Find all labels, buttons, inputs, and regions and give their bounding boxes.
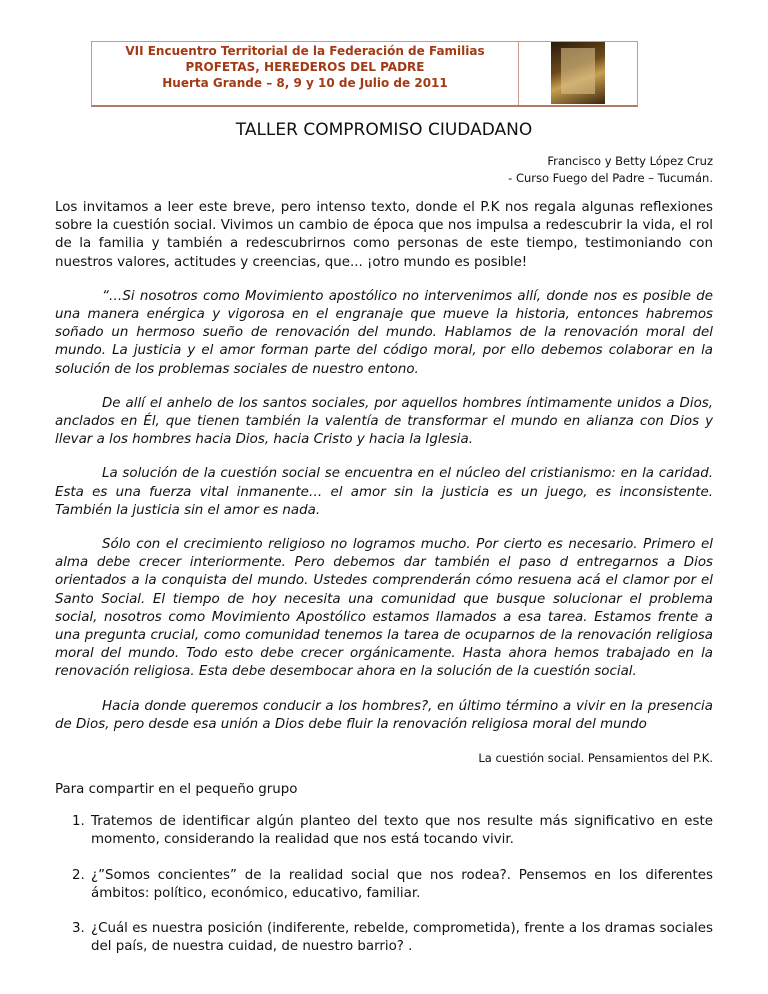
- question-list: [55, 813, 713, 956]
- quote-paragraph: Sólo con el crecimiento religioso no logramos mucho. Por cierto es necesario. Primero el alma debe crecer interiormente. Pero debemos dar también el paso d entregarnos a Dios orientados a la conquista del mundo. Ustedes comprenderán cómo resuena acá el clamor por el Santo Social. El tiempo de hoy necesita una comunidad que busque solucionar el problema social, nosotros como Movimiento Apostólico estamos llamados a esa tarea. Estamos frente a una pregunta crucial, como comunidad tenemos la tarea de ocuparnos de la renovación religiosa moral del mundo. Todo esto debe crecer orgánicamente. Hasta ahora hemos trabajado en la renovación religiosa. Esta debe desembocar ahora en la solución de la cuestión social.: [55, 537, 713, 680]
- author-course: - Curso Fuego del Padre – Tucumán.: [508, 171, 713, 185]
- document-body: [55, 119, 713, 974]
- quote-paragraph: “…Si nosotros como Movimiento apostólico no intervenimos allí, donde nos es posible de una manera enérgica y vigorosa en el engranaje que mueve la historia, entonces habremos soñado un hermoso sueño de renovación del mundo. Hablamos de la renovación moral del mundo. La justicia y el amor forman parte del código moral, por ello debemos colaborar en la solución de los problemas sociales de nuestro entono.: [55, 288, 713, 377]
- page-title: TALLER COMPROMISO CIUDADANO: [235, 120, 533, 140]
- event-header-text: [92, 42, 519, 105]
- event-name: VII Encuentro Territorial de la Federación de Familias: [125, 44, 485, 58]
- quote-paragraph: Hacia donde queremos conducir a los hombres?, en último término a vivir en la presencia de Dios, pero desde esa unión a Dios debe fluir la renovación religiosa moral del mundo: [55, 698, 713, 732]
- event-header: [91, 41, 638, 107]
- quote-source: La cuestión social. Pensamientos del P.K.: [478, 751, 713, 766]
- group-heading: Para compartir en el pequeño grupo: [55, 782, 298, 798]
- scroll-portrait-image: [551, 42, 605, 104]
- event-logo: [519, 42, 637, 105]
- question-item: 3. ¿Cuál es nuestra posición (indiferente, rebelde, comprometida), frente a los dramas sociales del país, de nuestra cuidad, de nuestro barrio? .: [89, 920, 713, 956]
- author-names: Francisco y Betty López Cruz: [547, 154, 713, 168]
- event-place-date: Huerta Grande – 8, 9 y 10 de Julio de 2011: [162, 76, 448, 90]
- intro-paragraph: Los invitamos a leer este breve, pero intenso texto, donde el P.K nos regala algunas reflexiones sobre la cuestión social. Vivimos un cambio de época que nos impulsa a redescubrir la vida, el rol de la familia y también a redescubrirnos como personas de este tiempo, testimoniando con nuestros valores, actitudes y creencias, que... ¡otro mundo es posible!: [55, 200, 713, 270]
- quote-paragraph: De allí el anhelo de los santos sociales, por aquellos hombres íntimamente unidos a Dios, anclados en Él, que tienen también la valentía de transformar el mundo en alianza con Dios y llevar a los hombres hacia Dios, hacia Cristo y hacia la Iglesia.: [55, 395, 713, 448]
- authors: [55, 153, 713, 187]
- question-item: 1. Tratemos de identificar algún planteo del texto que nos resulte más significativo en este momento, considerando la realidad que nos está tocando vivir.: [89, 813, 713, 849]
- question-item: 2. ¿”Somos concientes” de la realidad social que nos rodea?. Pensemos en los diferentes ámbitos: político, económico, educativo, familiar.: [89, 867, 713, 903]
- event-theme: PROFETAS, HEREDEROS DEL PADRE: [185, 60, 425, 74]
- quote-paragraph: La solución de la cuestión social se encuentra en el núcleo del cristianismo: en la caridad. Esta es una fuerza vital inmanente… el amor sin la justicia es un juego, es inconsistente. También la justicia sin el amor es nada.: [55, 466, 713, 518]
